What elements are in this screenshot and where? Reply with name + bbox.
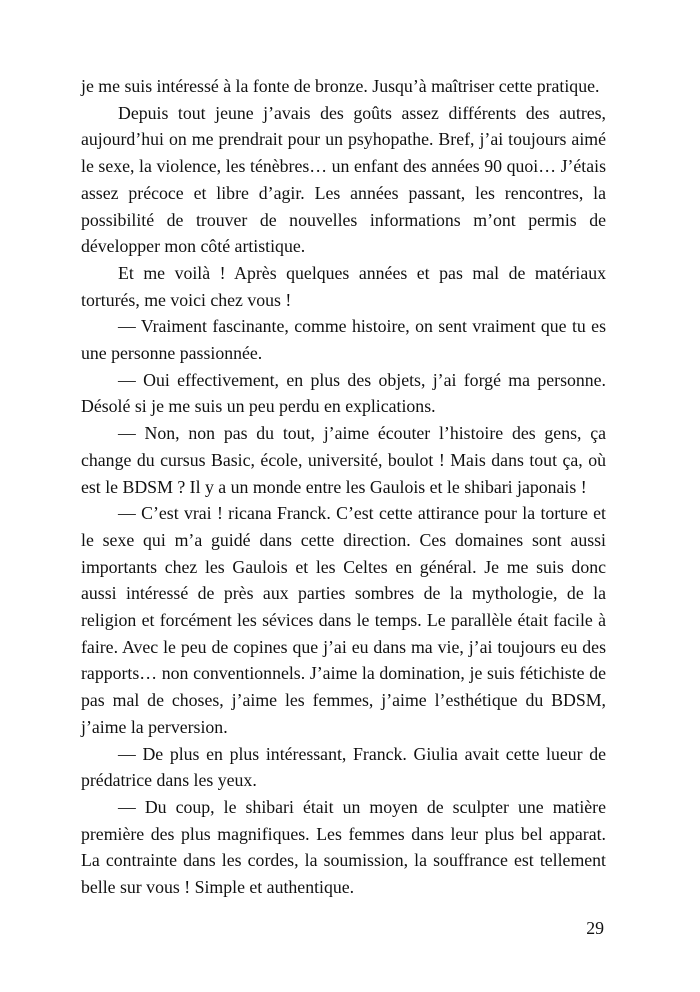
- page-body: [81, 73, 606, 901]
- paragraph-4: — Vraiment fascinante, comme histoire, on sent vraiment que tu es une personne passionnée.: [81, 316, 606, 364]
- page-number: 29: [586, 918, 604, 938]
- paragraph-9: — Du coup, le shibari était un moyen de sculpter une matière première des plus magnifiques. Les femmes dans leur plus bel apparat. La contrainte dans les cordes, la soumission, la souffrance est tellement belle sur vous ! Simple et authentique.: [81, 796, 606, 898]
- paragraph-8: — De plus en plus intéressant, Franck. Giulia avait cette lueur de prédatrice dans les yeux.: [81, 743, 606, 791]
- paragraph-5: — Oui effectivement, en plus des objets, j’ai forgé ma personne. Désolé si je me suis un peu perdu en explications.: [81, 369, 606, 417]
- paragraph-6: — Non, non pas du tout, j’aime écouter l’histoire des gens, ça change du cursus Basic, école, université, boulot ! Mais dans tout ça, où est le BDSM ? Il y a un monde entre les Gaulois et le shibari japonais !: [81, 423, 606, 497]
- paragraph-3: Et me voilà ! Après quelques années et pas mal de matériaux torturés, me voici chez vous !: [81, 262, 606, 310]
- paragraph-1: je me suis intéressé à la fonte de bronze. Jusqu’à maîtriser cette pratique.: [81, 76, 600, 96]
- paragraph-2: Depuis tout jeune j’avais des goûts assez différents des autres, aujourd’hui on me prendrait pour un psyhopathe. Bref, j’ai toujours aimé le sexe, la violence, les ténèbres… un enfant des années 90 quoi… J’étais assez précoce et libre d’agir. Les années passant, les rencontres, la possibilité de trouver de nouvelles informations m’ont permis de développer mon côté artistique.: [81, 102, 606, 257]
- paragraph-7: — C’est vrai ! ricana Franck. C’est cette attirance pour la torture et le sexe qui m’a guidé dans cette direction. Ces domaines sont aussi importants chez les Gaulois et les Celtes en général. Je me suis donc aussi intéressé de près aux parties sombres de la mythologie, de la religion et forcément les sévices dans le temps. Le parallèle était facile à faire. Avec le peu de copines que j’ai eu dans ma vie, j’ai toujours eu des rapports… non conventionnels. J’aime la domination, je suis fétichiste de pas mal de choses, j’aime les femmes, j’aime l’esthétique du BDSM, j’aime la perversion.: [81, 503, 606, 737]
